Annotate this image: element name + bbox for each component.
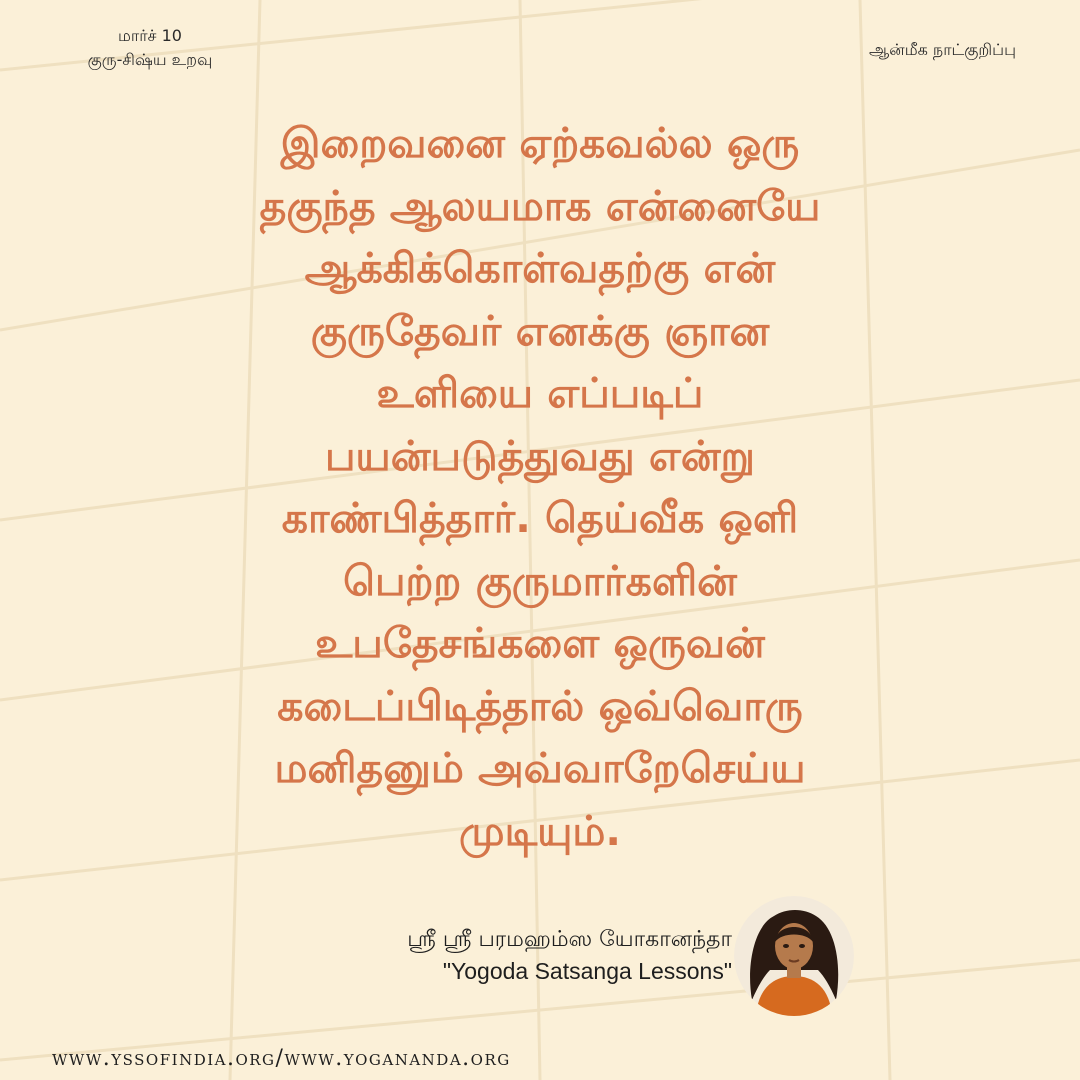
author-portrait [734,896,854,1016]
quote-line: பயன்படுத்துவது என்று [325,431,755,480]
source-title: "Yogoda Satsanga Lessons" [442,958,732,984]
footer-websites: www.yssofindia.org/www.yogananda.org [52,1046,511,1071]
quote-line: குருதேவர் எனக்கு ஞான [310,306,770,355]
quote-line: உபதேசங்களை ஒருவன் [315,619,765,667]
quote-line: முடியும். [459,806,621,855]
quote-line: தகுந்த ஆலயமாக என்னையே [259,181,821,230]
date-label: மார்ச் 10 [118,26,182,45]
quote-line: காண்பித்தார். தெய்வீக ஒளி [281,494,799,542]
attribution [407,924,732,986]
quote-line: மனிதனும் அவ்வாறேசெய்ய [274,744,806,792]
author-name: ஸ்ரீ ஸ்ரீ பரமஹம்ஸ யோகானந்தா [407,927,732,952]
category-label: ஆன்மீக நாட்குறிப்பு [868,40,1016,59]
portrait-illustration [734,896,854,1016]
topic-label: குரு-சிஷ்ய உறவு [87,50,213,69]
quote-text [110,112,970,862]
quote-line: இறைவனை ஏற்கவல்ல ஒரு [280,119,800,167]
date-block [40,24,260,72]
quote-line: உளியை எப்படிப் [376,369,704,417]
quote-line: ஆக்கிக்கொள்வதற்கு என் [304,244,776,292]
quote-line: பெற்ற குருமார்களின் [343,556,737,605]
quote-line: கடைப்பிடித்தால் ஒவ்வொரு [277,681,803,730]
